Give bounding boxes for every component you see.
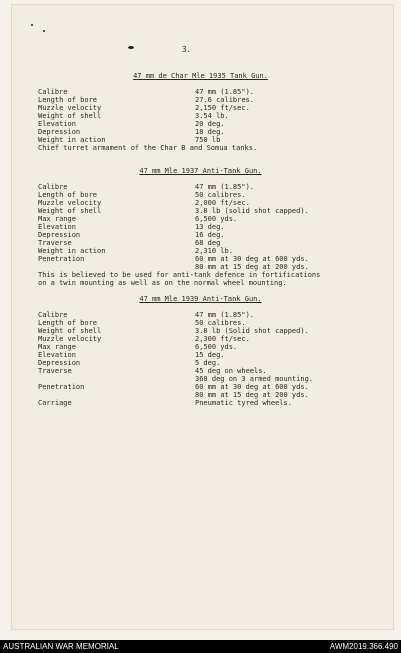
spec-value: 16 deg. bbox=[195, 231, 225, 239]
spec-value: 6,500 yds. bbox=[195, 343, 238, 351]
spec-value: 2,000 ft/sec. bbox=[195, 199, 250, 207]
section-note: Chief turret armament of the Char B and Somua tanks. bbox=[38, 144, 258, 152]
spec-label: Penetration bbox=[38, 255, 85, 263]
spec-value: 47 mm (1.85"). bbox=[195, 311, 255, 319]
spec-value: 27.6 calibres. bbox=[195, 96, 255, 104]
spec-label: Muzzle velocity bbox=[38, 104, 102, 112]
spec-value: 13 deg. bbox=[195, 223, 225, 231]
spec-label: Carriage bbox=[38, 399, 72, 407]
spec-value: 50 calibres. bbox=[195, 191, 246, 199]
spec-label: Muzzle velocity bbox=[38, 335, 102, 343]
spec-label: Weight of shell bbox=[38, 112, 102, 120]
spec-label: Elevation bbox=[38, 223, 76, 231]
page-number: 3. bbox=[182, 45, 192, 54]
spec-label: Max range bbox=[38, 343, 76, 351]
spec-value: 750 lb bbox=[195, 136, 221, 144]
ink-speck bbox=[43, 30, 45, 32]
spec-label: Weight of shell bbox=[38, 207, 102, 215]
spec-label: Depression bbox=[38, 231, 81, 239]
spec-label: Depression bbox=[38, 128, 81, 136]
spec-label: Max range bbox=[38, 215, 76, 223]
spec-value: 50 calibres. bbox=[195, 319, 246, 327]
spec-label: Length of bore bbox=[38, 96, 98, 104]
section-heading: 47 mm de Char Mle 1935 Tank Gun. bbox=[133, 72, 268, 80]
ink-mark bbox=[128, 46, 134, 49]
spec-value: 3.8 lb (Solid shot capped). bbox=[195, 327, 309, 335]
spec-label: Elevation bbox=[38, 120, 76, 128]
spec-label: Weight in action bbox=[38, 247, 106, 255]
spec-value: 47 mm (1.85"). bbox=[195, 183, 255, 191]
spec-value: 60 mm at 30 deg at 600 yds. 80 mm at 15 deg at 200 yds. bbox=[195, 383, 309, 399]
spec-label: Traverse bbox=[38, 239, 72, 247]
section-heading: 47 mm Mle 1939 Anti-Tank Gun. bbox=[139, 295, 262, 303]
archive-footer bbox=[0, 640, 401, 653]
spec-value: 45 deg on wheels. 360 deg on 3 armed mounting. bbox=[195, 367, 314, 383]
spec-value: 6,500 yds. bbox=[195, 215, 238, 223]
spec-label: Weight in action bbox=[38, 136, 106, 144]
record-id: AWM2019.366.490 bbox=[329, 642, 398, 651]
spec-label: Length of bore bbox=[38, 319, 98, 327]
spec-label: Calibre bbox=[38, 311, 68, 319]
spec-value: 3.54 lb. bbox=[195, 112, 229, 120]
spec-value: 20 deg. bbox=[195, 120, 225, 128]
spec-value: 3.8 lb (solid shot capped). bbox=[195, 207, 309, 215]
spec-label: Traverse bbox=[38, 367, 72, 375]
section-note: This is believed to be used for anti-tank defence in fortifications on a twin mounting as well as on the normal wheel mounting. bbox=[38, 271, 321, 287]
spec-value: 18 deg. bbox=[195, 128, 225, 136]
spec-label: Length of bore bbox=[38, 191, 98, 199]
section-heading: 47 mm Mle 1937 Anti-Tank Gun. bbox=[139, 167, 262, 175]
spec-label: Elevation bbox=[38, 351, 76, 359]
ink-speck bbox=[31, 24, 33, 26]
spec-label: Penetration bbox=[38, 383, 85, 391]
spec-value: 47 mm (1.85"). bbox=[195, 88, 255, 96]
spec-label: Muzzle velocity bbox=[38, 199, 102, 207]
spec-label: Depression bbox=[38, 359, 81, 367]
spec-value: 2,150 ft/sec. bbox=[195, 104, 250, 112]
spec-label: Calibre bbox=[38, 88, 68, 96]
spec-value: 68 deg bbox=[195, 239, 221, 247]
spec-value: 2,300 ft/sec. bbox=[195, 335, 250, 343]
spec-value: 15 deg. bbox=[195, 351, 225, 359]
spec-value: 2,310 lb. bbox=[195, 247, 233, 255]
spec-value: 60 mm at 30 deg at 600 yds. 80 mm at 15 deg at 200 yds. bbox=[195, 255, 309, 271]
spec-label: Calibre bbox=[38, 183, 68, 191]
institution-name: AUSTRALIAN WAR MEMORIAL bbox=[3, 642, 119, 651]
spec-value: Pneumatic tyred wheels. bbox=[195, 399, 292, 407]
spec-value: 5 deg. bbox=[195, 359, 221, 367]
spec-label: Weight of shell bbox=[38, 327, 102, 335]
